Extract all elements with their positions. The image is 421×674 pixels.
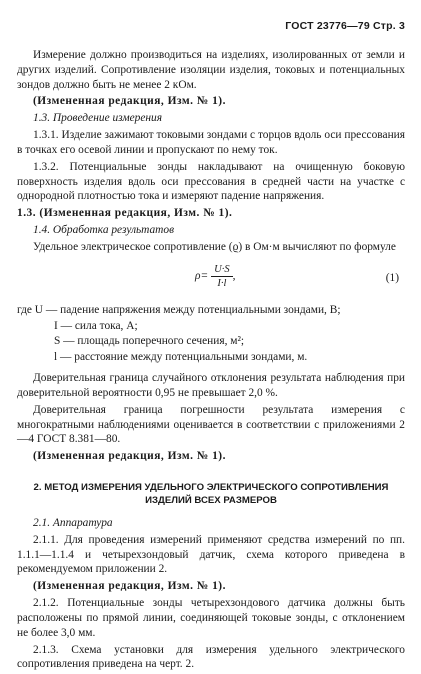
paragraph: (Измененная редакция, Изм. № 1). — [33, 95, 226, 108]
resistivity-formula — [195, 263, 235, 291]
paragraph: 1.3.1. Изделие зажимают токовыми зондами с торцов вдоль оси прессования в точках его осевой линии и пропускают по нему ток. — [17, 129, 405, 156]
paragraph: 2.1.1. Для проведения измерений применяют средства измерений по пп. 1.1.1—1.1.4 и четырехзондовый датчик, схема которого приведена в рекомендуемом приложении 2. — [17, 533, 405, 576]
formula-lhs: ρ= — [195, 270, 209, 283]
paragraph: (Измененная редакция, Изм. № 1). — [33, 580, 226, 593]
paragraph: 2.1.3. Схема установки для измерения удельного электрического сопротивления приведена на черт. 2. — [17, 643, 405, 671]
paragraph: 1.3. Проведение измерения — [33, 112, 163, 125]
paragraph: Удельное электрическое сопротивление (ϱ) в Ом·м вычисляют по формуле — [33, 240, 396, 253]
paragraph: Измерение должно производиться на изделиях, изолированных от земли и других изделий. Сопротивление изоляции изделия, токовых и потенциальных зондов должно быть не менее 2 кОм. — [17, 49, 405, 91]
top-paragraphs — [17, 48, 405, 255]
paragraph: 1.3.2. Потенциальные зонды накладывают на очищенную боковую поверхность изделия вдоль оси прессования в средней части на участке с однородной плотностью тока и измеряют падение напряжения. — [17, 160, 405, 203]
variable-definitions — [17, 303, 405, 365]
middle-paragraphs — [17, 371, 405, 464]
section-title: 2. МЕТОД ИЗМЕРЕНИЯ УДЕЛЬНОГО ЭЛЕКТРИЧЕСКОГО СОПРОТИВЛЕНИЯ ИЗДЕЛИЙ ВСЕХ РАЗМЕРОВ — [33, 482, 389, 506]
formula-denominator: I·l — [217, 278, 227, 290]
page-header: ГОСТ 23776—79 Стр. 3 — [285, 20, 405, 32]
paragraph: 1.3. (Измененная редакция, Изм. № 1). — [17, 207, 233, 220]
definition-line: где U — падение напряжения между потенциальными зондами, В; — [17, 303, 341, 316]
paragraph: Доверительная граница случайного отклонения результата наблюдения при доверительной вероятности 0,95 не превышает 2,0 %. — [17, 372, 405, 399]
paragraph: Доверительная граница погрешности результата измерения с многократными наблюдениями оценивается в соответствии с приложениями 2—4 ГОСТ 8.381—80. — [17, 403, 405, 446]
formula-block — [17, 257, 405, 297]
formula-numerator: U·S — [211, 263, 232, 278]
definition-line: l — расстояние между потенциальными зондами, м. — [54, 351, 308, 364]
paragraph: 2.1. Аппаратура — [33, 516, 113, 529]
definition-line: S — площадь поперечного сечения, м²; — [54, 335, 245, 348]
paragraph: 1.4. Обработка результатов — [33, 224, 175, 237]
paragraph: (Измененная редакция, Изм. № 1). — [33, 450, 226, 463]
page-content — [17, 48, 405, 674]
bottom-paragraphs — [17, 516, 405, 672]
paragraph: 2.1.2. Потенциальные зонды четырехзондового датчика должны быть расположены по прямой линии, соединяющей токовые зонды, с отклонением не более 3,0 мм. — [17, 597, 405, 639]
formula-number: (1) — [385, 271, 399, 284]
formula-tail: , — [232, 270, 236, 283]
formula-fraction — [211, 263, 232, 291]
definition-line: I — сила тока, А; — [54, 319, 138, 332]
